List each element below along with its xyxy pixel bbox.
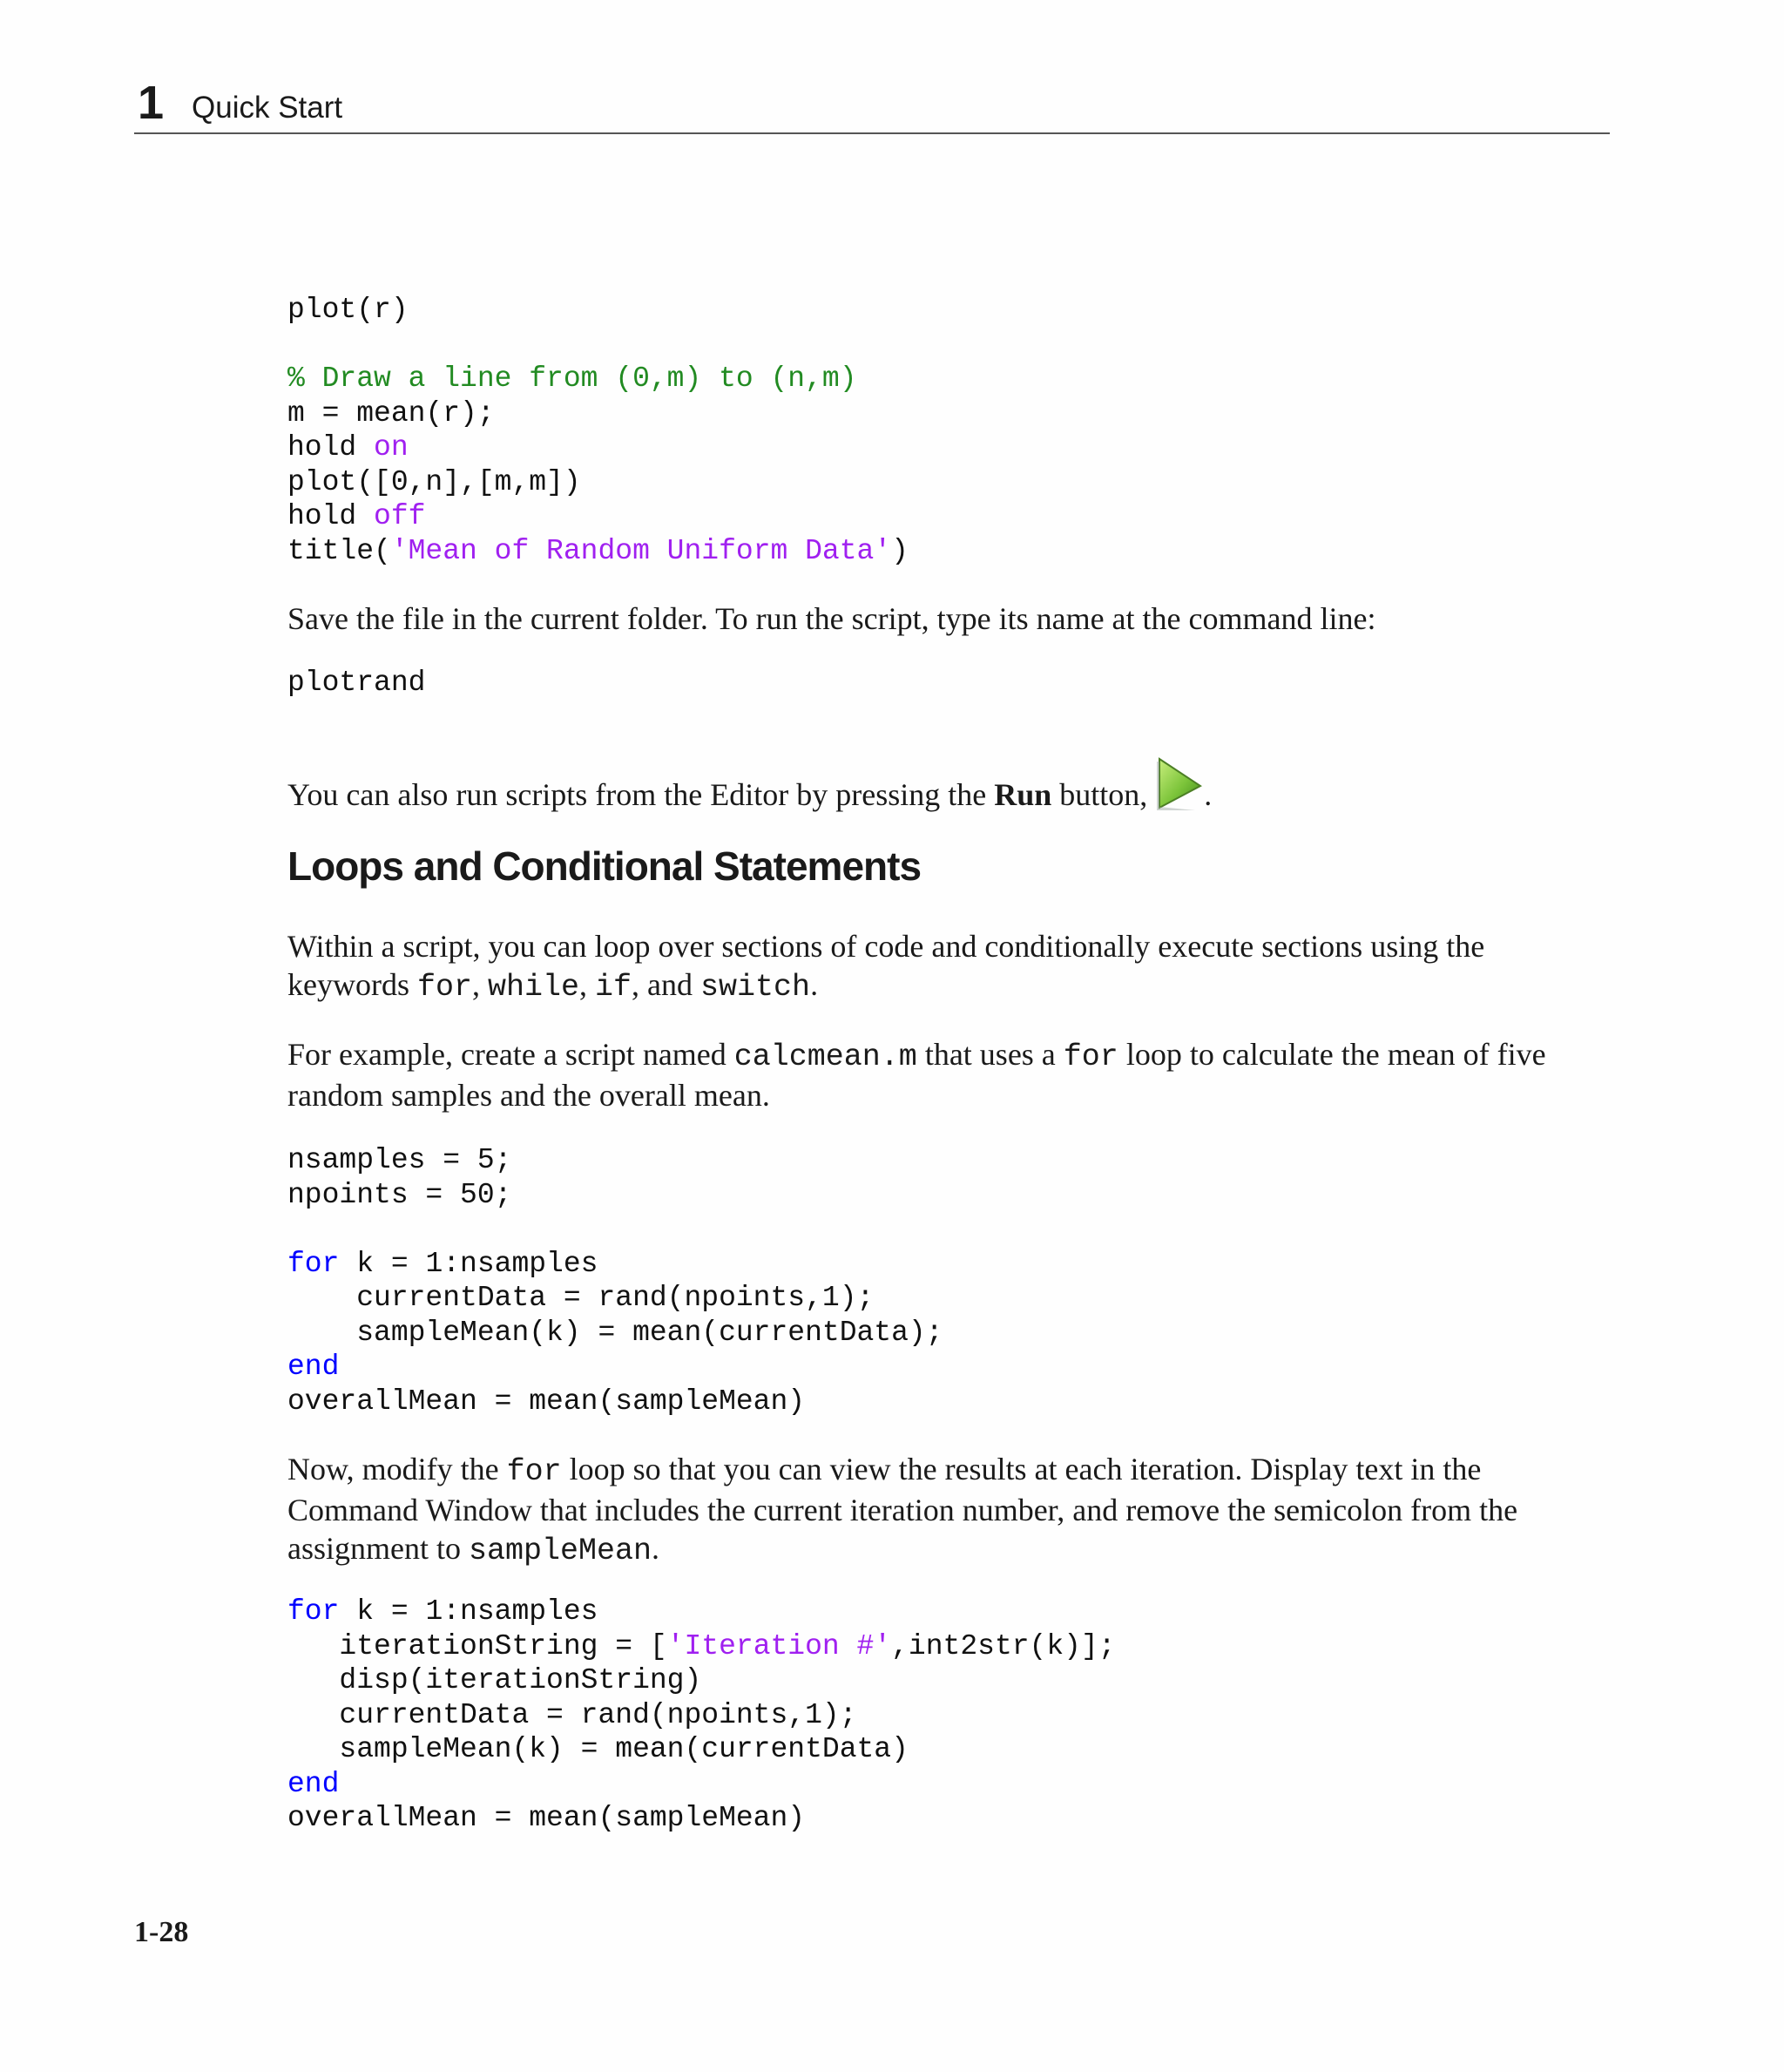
loops-text-2: , bbox=[472, 967, 488, 1002]
run-text-end: . bbox=[1204, 777, 1213, 812]
example-text-2: that uses a bbox=[916, 1037, 1064, 1072]
paragraph-save-file: Save the file in the current folder. To run the script, type its name at the command line: bbox=[287, 601, 1376, 636]
keyword-if: if bbox=[595, 970, 632, 1005]
run-text-before: You can also run scripts from the Editor by pressing the bbox=[287, 777, 995, 812]
code-token: title( bbox=[287, 534, 391, 567]
paragraph-example bbox=[287, 1035, 1612, 1114]
keyword-for: for bbox=[416, 970, 472, 1005]
variable-samplemean: sampleMean bbox=[468, 1534, 652, 1568]
section-heading: Loops and Conditional Statements bbox=[287, 843, 922, 889]
loops-text-3: , bbox=[579, 967, 596, 1002]
code-token: sampleMean(k) = mean(currentData); bbox=[287, 1316, 943, 1349]
modify-text-1: Now, modify the bbox=[287, 1452, 507, 1486]
loops-text-5: . bbox=[810, 967, 819, 1002]
code-token: hold bbox=[287, 431, 375, 464]
code-token: nsamples = 5; bbox=[287, 1144, 512, 1176]
code-token: % Draw a line from (0,m) to (n,m) bbox=[287, 362, 857, 395]
code-token: 'Iteration #' bbox=[666, 1629, 892, 1662]
chapter-number: 1 bbox=[138, 77, 165, 129]
code-token: currentData = rand(npoints,1); bbox=[287, 1698, 857, 1731]
running-header bbox=[134, 77, 1610, 134]
code-block-calcmean bbox=[287, 1143, 943, 1419]
code-token: disp(iterationString) bbox=[287, 1664, 702, 1696]
keyword-switch: switch bbox=[700, 970, 811, 1005]
code-token: ,int2str(k)]; bbox=[891, 1629, 1116, 1662]
loops-text-1: Within a script, you can loop over sections of code and conditionally execute sections using the keywords bbox=[287, 929, 1485, 1002]
code-token: m = mean(r); bbox=[287, 396, 495, 430]
code-token: npoints = 50; bbox=[287, 1178, 512, 1211]
code-token: end bbox=[287, 1351, 340, 1383]
code-token: currentData = rand(npoints,1); bbox=[287, 1282, 875, 1314]
paragraph-run-button bbox=[287, 756, 1612, 814]
keyword-while: while bbox=[488, 970, 580, 1005]
code-token: k = 1:nsamples bbox=[339, 1247, 598, 1280]
page-number: 1-28 bbox=[134, 1916, 189, 1948]
code-token: sampleMean(k) = mean(currentData) bbox=[287, 1733, 909, 1765]
code-block-plot bbox=[287, 293, 909, 568]
code-token: overallMean = mean(sampleMean) bbox=[287, 1385, 806, 1418]
keyword-for-inline: for bbox=[1063, 1039, 1118, 1074]
code-token: ) bbox=[891, 534, 909, 567]
code-token: plot(r) bbox=[287, 294, 409, 326]
chapter-title: Quick Start bbox=[192, 91, 343, 125]
code-token: for bbox=[287, 1247, 340, 1280]
code-token: plot([0,n],[m,m]) bbox=[287, 465, 581, 498]
file-name-calcmean: calcmean.m bbox=[733, 1039, 917, 1074]
paragraph-modify-loop bbox=[287, 1450, 1612, 1570]
code-token: plotrand bbox=[287, 667, 426, 699]
code-token: overallMean = mean(sampleMean) bbox=[287, 1802, 806, 1834]
run-label: Run bbox=[994, 777, 1052, 812]
code-token: on bbox=[374, 431, 409, 464]
run-text-after: button, bbox=[1051, 777, 1156, 812]
code-token: k = 1:nsamples bbox=[339, 1595, 598, 1628]
code-block-plotrand bbox=[287, 666, 425, 701]
code-token: off bbox=[374, 500, 426, 532]
loops-text-4: , and bbox=[632, 967, 701, 1002]
paragraph-loops-intro bbox=[287, 927, 1612, 1006]
run-icon bbox=[1155, 756, 1204, 810]
code-token: 'Mean of Random Uniform Data' bbox=[390, 534, 892, 567]
code-token: iterationString = [ bbox=[287, 1629, 667, 1662]
modify-text-3: . bbox=[652, 1531, 660, 1566]
code-token: end bbox=[287, 1767, 340, 1800]
code-token: hold bbox=[287, 500, 375, 532]
code-block-iteration bbox=[287, 1595, 1116, 1836]
example-text-1: For example, create a script named bbox=[287, 1037, 734, 1072]
modify-text-2: loop so that you can view the results at each iteration. Display text in the Command Window that includes the current iteration number, and remove the semicolon from the assignment to bbox=[287, 1452, 1518, 1566]
keyword-for-inline-2: for bbox=[506, 1454, 562, 1489]
code-token: for bbox=[287, 1595, 340, 1628]
example-text-3: loop to calculate the mean of five random samples and the overall mean. bbox=[287, 1037, 1546, 1113]
